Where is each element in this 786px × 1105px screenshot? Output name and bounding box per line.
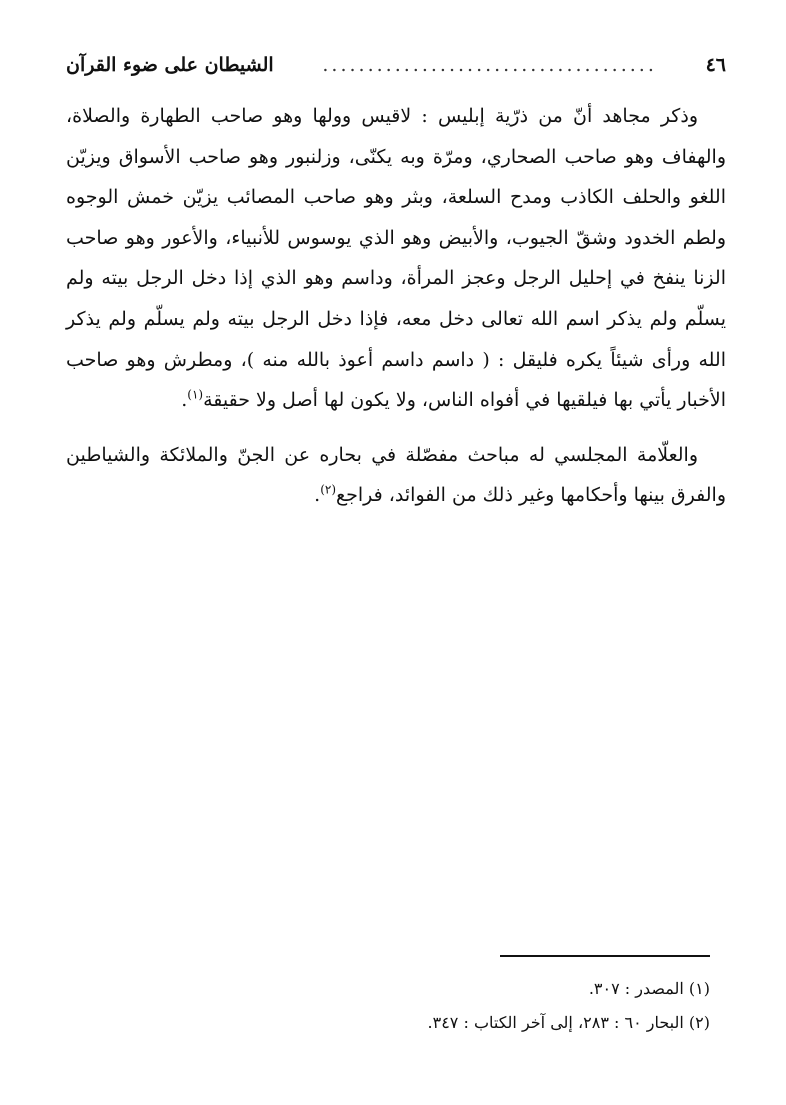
footnote-separator <box>500 955 710 957</box>
footnote: (١) المصدر : ٣٠٧. <box>588 979 710 998</box>
running-title: الشيطان على ضوء القرآن <box>66 54 274 76</box>
paragraph-end: . <box>314 484 321 507</box>
header-leader-dots: ..................................... <box>322 54 657 76</box>
footnote: (٢) البحار ٦٠ : ٢٨٣، إلى آخر الكتاب : ٣٤٧. <box>427 1013 710 1032</box>
paragraph-end: . <box>181 389 188 412</box>
paragraph-text: والعلّامة المجلسي له مباحث مفصّلة في بحاره عن الجنّ والملائكة والشياطين والفرق بينها وأحكامها وغير ذلك من الفوائد، فراجع <box>66 443 726 507</box>
footnotes <box>150 972 710 1040</box>
footnote-ref: (١) <box>187 387 204 402</box>
paragraph-text: وذكر مجاهد أنّ من ذرّية إبليس : لاقيس وولها وهو صاحب الطهارة والصلاة، والهفاف وهو صاحب الصحاري، ومرّة وبه يكنّى، وزلنبور وهو صاحب الأسواق ويزيّن اللغو والحلف الكاذب ومدح السلعة، وبثر وهو صاحب المصائب يزيّن خمش الوجوه ولطم الخدود وشقّ الجيوب، والأبيض وهو الذي يوسوس للأنبياء، والأعور وهو صاحب الزنا ينفخ في إحليل الرجل وعجز المرأة، وداسم وهو الذي إذا دخل الرجل بيته ولم يسلّم ولم يذكر اسم الله تعالى دخل معه، فإذا دخل الرجل بيته ولم يسلّم ولم يذكر الله ورأى شيئاً يكره فليقل : ( داسم داسم أعوذ بالله منه )، ومطرش وهو صاحب الأخبار يأتي بها فيلقيها في أفواه الناس، ولا يكون لها أصل ولا حقيقة <box>66 105 726 412</box>
paragraph <box>66 96 726 421</box>
page-header <box>66 48 726 82</box>
footnote-ref: (٢) <box>320 483 337 498</box>
body-text <box>66 96 726 516</box>
paragraph <box>66 435 726 516</box>
page-number: ٤٦ <box>705 54 726 76</box>
